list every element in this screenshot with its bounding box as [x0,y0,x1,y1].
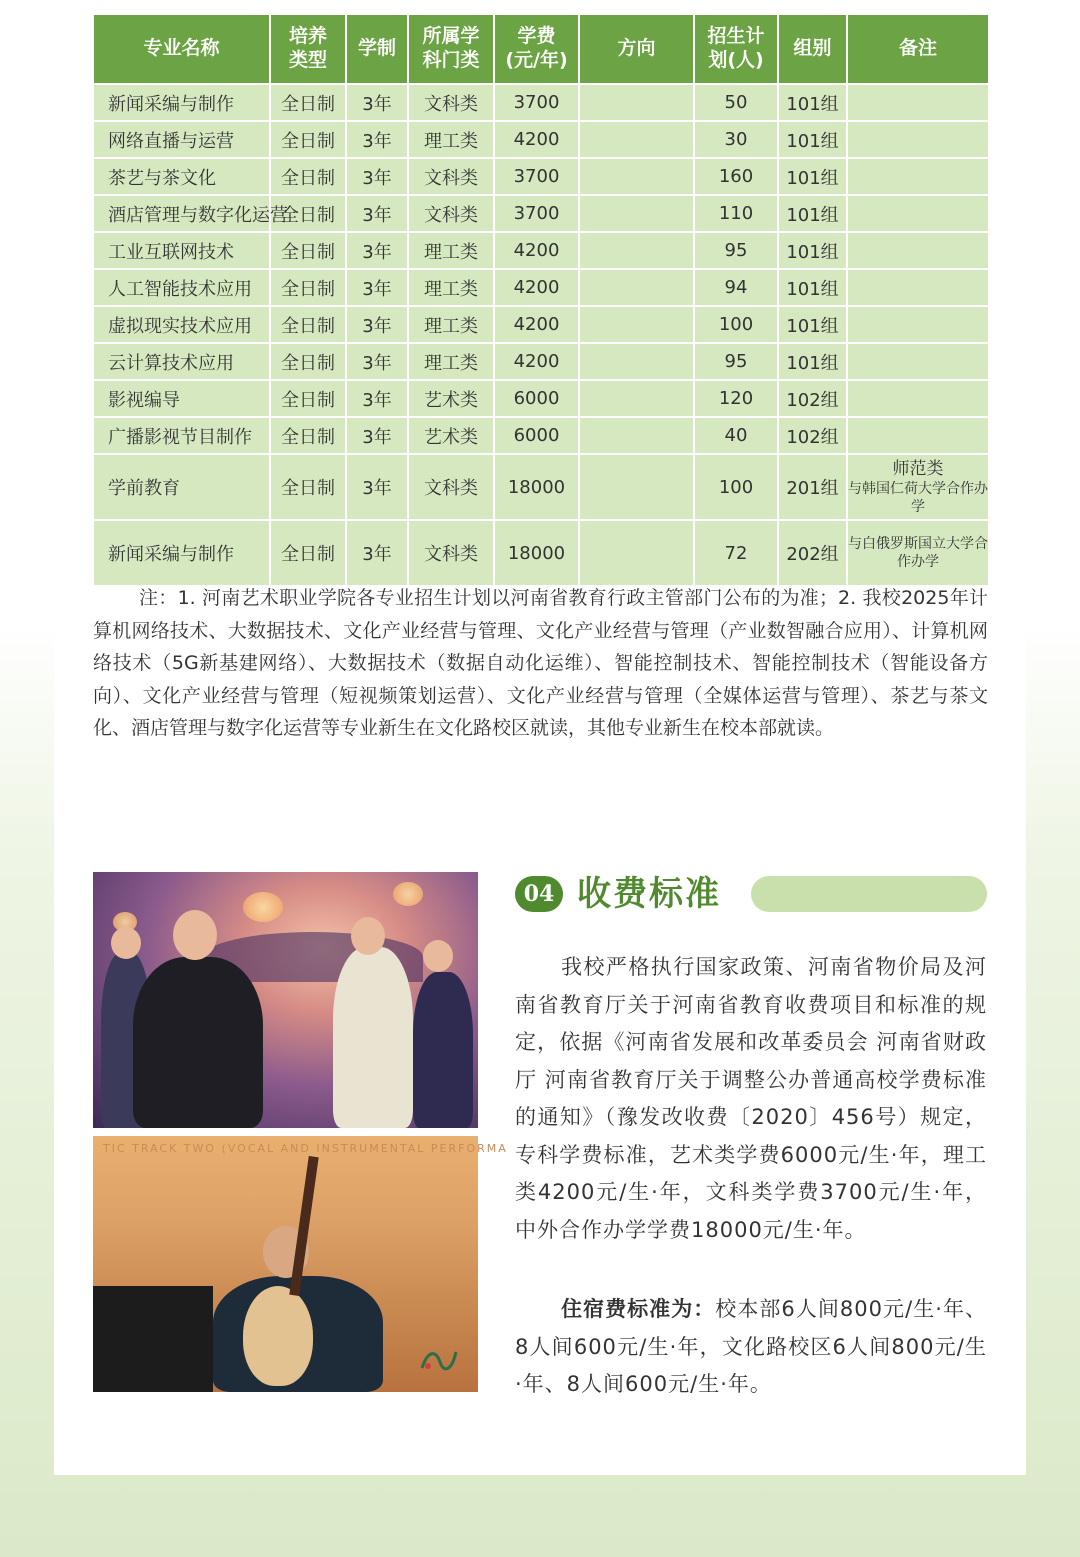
cell-plan: 100 [695,455,777,519]
cell-fee: 18000 [495,455,578,519]
table-body [94,85,988,585]
cell-fee: 3700 [495,85,578,120]
cell-direction [580,270,693,305]
cell-direction [580,455,693,519]
cell-name: 学前教育 [94,455,269,519]
table-header-cell [271,15,345,83]
header-line: 备注 [898,37,937,60]
accommodation-fee-paragraph [515,1291,987,1404]
cell-category: 文科类 [409,196,493,231]
cell-years: 3年 [347,307,407,342]
cell-note [848,455,988,519]
cell-group: 101组 [779,122,846,157]
cell-plan: 120 [695,381,777,416]
cell-fee: 4200 [495,122,578,157]
cell-note [848,159,988,194]
table-row [94,418,988,453]
table-row [94,85,988,120]
cell-type: 全日制 [271,521,345,585]
cell-type: 全日制 [271,418,345,453]
cell-direction [580,159,693,194]
cell-direction [580,381,693,416]
header-line: 组别 [793,37,832,60]
cell-fee: 3700 [495,196,578,231]
header-line: (元/年) [505,49,568,71]
table-header-cell [580,15,693,83]
cell-plan: 100 [695,307,777,342]
stage-performance-photo [93,872,478,1128]
cell-note [848,381,988,416]
cell-type: 全日制 [271,85,345,120]
cell-plan: 72 [695,521,777,585]
table-row [94,381,988,416]
cell-direction [580,418,693,453]
accommodation-fee-label: 住宿费标准为： [561,1297,716,1321]
cell-category: 理工类 [409,270,493,305]
admission-table [92,13,988,587]
table-header-cell [779,15,846,83]
cell-group: 101组 [779,270,846,305]
cell-category: 文科类 [409,521,493,585]
section-header [515,872,987,916]
header-line: 类型 [288,49,327,71]
fee-policy-paragraph: 我校严格执行国家政策、河南省物价局及河南省教育厅关于河南省教育收费项目和标准的规定，依据《河南省发展和改革委员会 河南省财政厅 河南省教育厅关于调整公办普通高校学费标准的通知》（豫发改收费〔2020〕456号）规定，专科学费标准，艺术类学费6000元/生·年，理工类4200元/生·年，文科类学费3700元/生·年，中外合作办学学费18000元/生·年。 [515,955,987,1242]
cell-group: 101组 [779,196,846,231]
table-row [94,455,988,519]
cell-name: 工业互联网技术 [94,233,269,268]
table-header-row [94,15,988,83]
cell-direction [580,307,693,342]
table-row [94,159,988,194]
cell-name: 新闻采编与制作 [94,85,269,120]
cell-years: 3年 [347,418,407,453]
cell-fee: 6000 [495,381,578,416]
cell-direction [580,85,693,120]
header-line: 学制 [357,37,396,60]
cell-category: 理工类 [409,344,493,379]
cell-years: 3年 [347,455,407,519]
cell-type: 全日制 [271,196,345,231]
note-line: 与白俄罗斯国立大学合作办学 [848,535,988,570]
cell-type: 全日制 [271,381,345,416]
pipa-performance-photo [93,1136,508,1392]
header-line: 方向 [617,37,656,60]
cell-group: 101组 [779,344,846,379]
section-decorative-bar [751,876,987,912]
cell-name: 新闻采编与制作 [94,521,269,585]
cell-type: 全日制 [271,122,345,157]
header-line: 招生计 [707,25,765,48]
cell-note [848,307,988,342]
cell-plan: 110 [695,196,777,231]
cell-name: 酒店管理与数字化运营 [94,196,269,231]
table-header-cell [848,15,988,83]
cell-category: 理工类 [409,233,493,268]
cell-note [848,270,988,305]
table-row [94,521,988,585]
cell-type: 全日制 [271,344,345,379]
cell-fee: 4200 [495,307,578,342]
cell-fee: 4200 [495,344,578,379]
cell-category: 理工类 [409,122,493,157]
header-line: 专业名称 [143,37,220,60]
cell-years: 3年 [347,159,407,194]
cell-category: 艺术类 [409,418,493,453]
cell-group: 201组 [779,455,846,519]
table-header-cell [347,15,407,83]
cell-category: 文科类 [409,455,493,519]
cell-years: 3年 [347,381,407,416]
cell-name: 茶艺与茶文化 [94,159,269,194]
header-line: 科门类 [422,49,480,71]
cell-name: 网络直播与运营 [94,122,269,157]
cell-group: 102组 [779,418,846,453]
table-row [94,196,988,231]
cell-years: 3年 [347,270,407,305]
banner-text: TIC TRACK TWO (VOCAL AND INSTRUMENTAL PERFORMA [103,1142,508,1155]
cell-years: 3年 [347,344,407,379]
table-header-cell [695,15,777,83]
cell-name: 影视编导 [94,381,269,416]
table-header-cell [94,15,269,83]
header-line: 所属学 [422,25,480,48]
cell-plan: 50 [695,85,777,120]
cell-years: 3年 [347,521,407,585]
cell-plan: 95 [695,233,777,268]
cell-group: 101组 [779,233,846,268]
cell-direction [580,122,693,157]
cell-group: 101组 [779,85,846,120]
note-line: 师范类 [892,458,944,479]
cell-note [848,85,988,120]
cell-plan: 40 [695,418,777,453]
table-row [94,344,988,379]
cell-plan: 95 [695,344,777,379]
table-row [94,122,988,157]
cell-category: 文科类 [409,85,493,120]
cell-years: 3年 [347,233,407,268]
cell-fee: 6000 [495,418,578,453]
cell-note [848,233,988,268]
table-row [94,270,988,305]
footnote-text: 注：1. 河南艺术职业学院各专业招生计划以河南省教育行政主管部门公布的为准；2. 我校2025年计算机网络技术、大数据技术、文化产业经营与管理、文化产业经营与管理（产业数智融合应用）、计算机网络技术（5G新基建网络）、大数据技术（数据自动化运维）、智能控制技术、智能控制技术（智能设备方向）、文化产业经营与管理（短视频策划运营）、文化产业经营与管理（全媒体运营与管理）、茶艺与茶文化、酒店管理与数字化运营等专业新生在文化路校区就读，其他专业新生在校本部就读。 [93,587,988,739]
cell-direction [580,521,693,585]
cell-direction [580,196,693,231]
section-number-badge: 04 [515,876,563,912]
cell-plan: 94 [695,270,777,305]
cell-years: 3年 [347,85,407,120]
cell-name: 虚拟现实技术应用 [94,307,269,342]
cell-name: 人工智能技术应用 [94,270,269,305]
cell-note [848,521,988,585]
cell-name: 广播影视节目制作 [94,418,269,453]
cell-group: 101组 [779,159,846,194]
cell-note [848,196,988,231]
cell-type: 全日制 [271,455,345,519]
cell-fee: 18000 [495,521,578,585]
cell-group: 202组 [779,521,846,585]
cell-type: 全日制 [271,270,345,305]
cell-years: 3年 [347,122,407,157]
cell-type: 全日制 [271,159,345,194]
cell-type: 全日制 [271,307,345,342]
accommodation-fee-text: 校本部6人间800元/生·年、8人间600元/生·年，文化路校区6人间800元/生·年、8人间600元/生·年。 [515,1297,987,1396]
table-row [94,233,988,268]
cell-direction [580,233,693,268]
header-line: 学费 [517,25,556,48]
cell-note [848,344,988,379]
note-line: 与韩国仁荷大学合作办学 [848,480,988,516]
festival-logo-icon [418,1344,458,1374]
cell-fee: 3700 [495,159,578,194]
cell-plan: 30 [695,122,777,157]
cell-category: 理工类 [409,307,493,342]
cell-plan: 160 [695,159,777,194]
cell-years: 3年 [347,196,407,231]
table-header-cell [409,15,493,83]
cell-name: 云计算技术应用 [94,344,269,379]
cell-group: 102组 [779,381,846,416]
cell-note [848,122,988,157]
cell-group: 101组 [779,307,846,342]
cell-category: 艺术类 [409,381,493,416]
table-header-cell [495,15,578,83]
cell-category: 文科类 [409,159,493,194]
section-title: 收费标准 [577,874,721,914]
cell-fee: 4200 [495,233,578,268]
cell-direction [580,344,693,379]
table-row [94,307,988,342]
cell-fee: 4200 [495,270,578,305]
header-line: 划(人) [708,49,764,71]
header-line: 培养 [288,25,327,48]
cell-note [848,418,988,453]
cell-type: 全日制 [271,233,345,268]
